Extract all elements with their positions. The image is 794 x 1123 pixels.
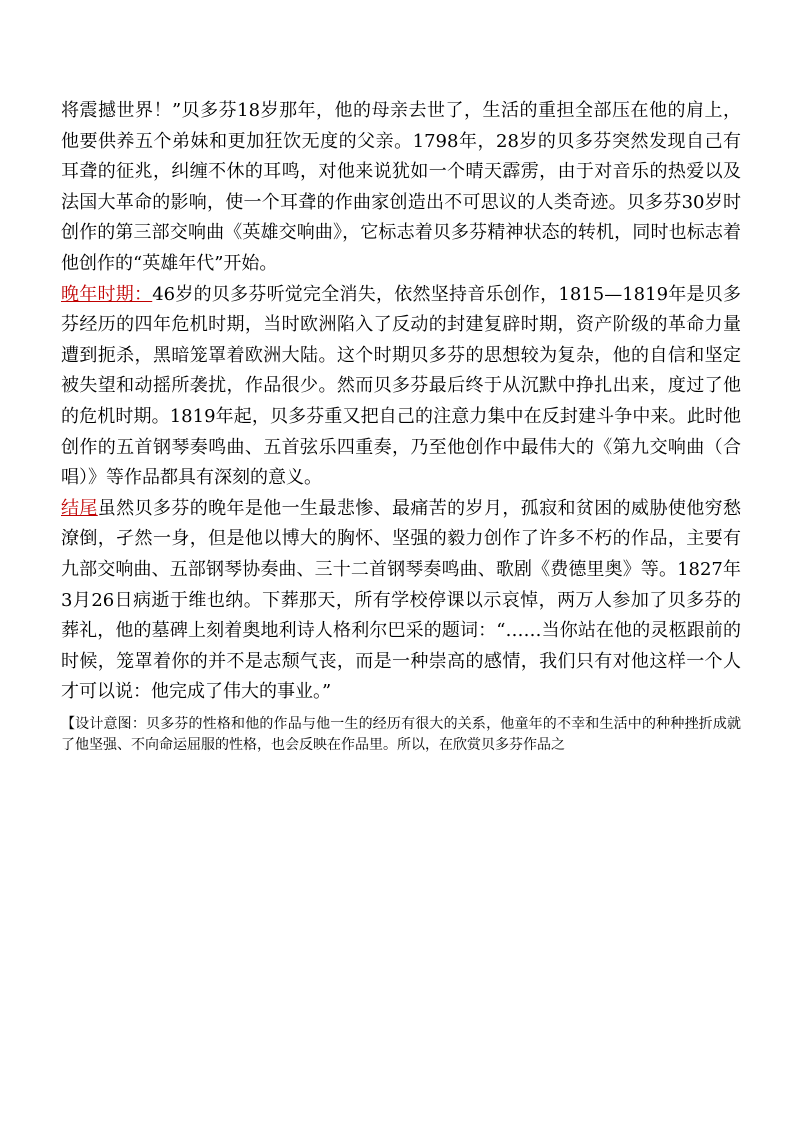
paragraph-youth-continued: 将震撼世界！”贝多芬18岁那年，他的母亲去世了，生活的重担全部压在他的肩上，他要供养五个弟妹和更加狂饮无度的父亲。1798年，28岁的贝多芬突然发现自己有耳聋的征兆，纠缠不休的耳鸣，对他来说犹如一个晴天霹雳，由于对音乐的热爱以及法国大革命的影响，使一个耳聋的作曲家创造出不可思议的人类奇迹。贝多芬30岁时创作的第三部交响曲《英雄交响曲》，它标志着贝多芬精神状态的转机，同时也标志着他创作的“英雄年代”开始。 xyxy=(61,100,741,274)
document-page xyxy=(61,96,741,756)
paragraph-ending xyxy=(61,494,741,708)
late-period-heading: 晚年时期： xyxy=(61,283,153,305)
ending-heading: 结尾 xyxy=(61,497,98,519)
ending-text: 虽然贝多芬的晚年是他一生最悲惨、最痛苦的岁月，孤寂和贫困的威胁使他穷愁潦倒，孑然一身，但是他以博大的胸怀、坚强的毅力创作了许多不朽的作品，主要有九部交响曲、五部钢琴协奏曲、三十二首钢琴奏鸣曲、歌剧《费德里奥》等。1827年3月26日病逝于维也纳。下葬那天，所有学校停课以示哀悼，两万人参加了贝多芬的葬礼，他的墓碑上刻着奥地利诗人格利尔巴采的题词：“……当你站在他的灵柩跟前的时候，笼罩着你的并不是志颓气丧，而是一种崇高的感情，我们只有对他这样一个人才可以说：他完成了伟大的事业。” xyxy=(61,497,741,703)
late-period-text: 46岁的贝多芬听觉完全消失，依然坚持音乐创作，1815—1819年是贝多芬经历的四年危机时期，当时欧洲陷入了反动的封建复辟时期，资产阶级的革命力量遭到扼杀，黑暗笼罩着欧洲大陆。这个时期贝多芬的思想较为复杂，他的自信和坚定被失望和动摇所袭扰，作品很少。然而贝多芬最后终于从沉默中挣扎出来，度过了他的危机时期。1819年起，贝多芬重又把自己的注意力集中在反封建斗争中来。此时他创作的五首钢琴奏鸣曲、五首弦乐四重奏，乃至他创作中最伟大的《第九交响曲（合唱）》等作品都具有深刻的意义。 xyxy=(61,283,742,489)
paragraph-late-period xyxy=(61,280,741,494)
design-intent-note: 【设计意图：贝多芬的性格和他的作品与他一生的经历有很大的关系，他童年的不幸和生活中的种种挫折成就了他坚强、不向命运屈服的性格，也会反映在作品里。所以，在欣赏贝多芬作品之 xyxy=(61,715,741,753)
